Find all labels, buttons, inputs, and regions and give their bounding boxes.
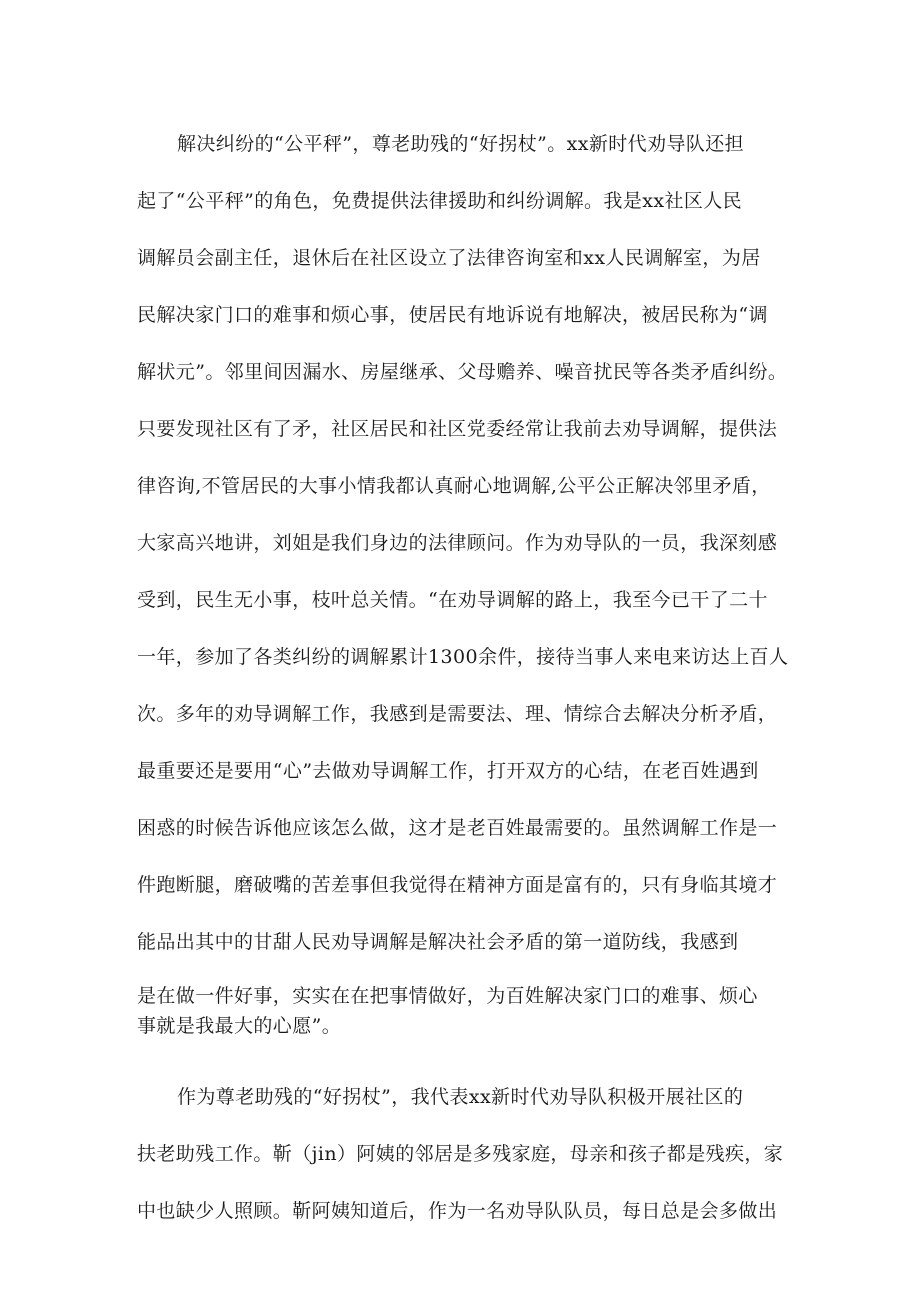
text-line: 扶老助残工作。靳（jin）阿姨的邻居是多残家庭，母亲和孩子都是残疾，家 — [137, 1143, 784, 1165]
text-line: 受到，民生无小事，枝叶总关情。“在劝导调解的路上，我至今已干了二十 — [137, 589, 768, 611]
text-line: 事就是我最大的心愿”。 — [137, 1015, 342, 1037]
text-line: 困惑的时候告诉他应该怎么做，这才是老百姓最需要的。虽然调解工作是一 — [137, 817, 778, 839]
text-line: 次。多年的劝导调解工作，我感到是需要法、理、情综合去解决分析矛盾， — [137, 703, 778, 725]
text-line: 民解决家门口的难事和烦心事，使居民有地诉说有地解决，被居民称为“调 — [137, 304, 768, 326]
text-line: 是在做一件好事，实实在在把事情做好，为百姓解决家门口的难事、烦心 — [137, 985, 758, 1007]
text-line: 解决纠纷的“公平秤”，尊老助残的“好拐杖”。xx新时代劝导队还担 — [177, 133, 745, 155]
text-line: 律咨询,不管居民的大事小情我都认真耐心地调解,公平公正解决邻里矛盾， — [137, 475, 771, 497]
text-line: 起了“公平秤”的角色，免费提供法律援助和纠纷调解。我是xx社区人民 — [137, 190, 743, 212]
text-line: 调解员会副主任，退休后在社区设立了法律咨询室和xx人民调解室，为居 — [137, 247, 761, 269]
text-line: 只要发现社区有了矛，社区居民和社区党委经常让我前去劝导调解，提供法 — [137, 418, 778, 440]
text-line: 作为尊老助残的“好拐杖”，我代表xx新时代劝导队积极开展社区的 — [177, 1086, 744, 1108]
text-line: 最重要还是要用“心”去做劝导调解工作，打开双方的心结，在老百姓遇到 — [137, 760, 759, 782]
text-line: 解状元”。邻里间因漏水、房屋继承、父母赡养、噪音扰民等各类矛盾纠纷。 — [137, 361, 788, 383]
text-line: 一年，参加了各类纠纷的调解累计1300余件，接待当事人来电来访达上百人 — [137, 646, 789, 668]
text-line: 能品出其中的甘甜人民劝导调解是解决社会矛盾的第一道防线，我感到 — [137, 931, 739, 953]
text-line: 件跑断腿，磨破嘴的苦差事但我觉得在精神方面是富有的，只有身临其境才 — [137, 874, 778, 896]
text-line: 中也缺少人照顾。靳阿姨知道后，作为一名劝导队队员，每日总是会多做出 — [137, 1200, 778, 1222]
text-line: 大家高兴地讲，刘姐是我们身边的法律顾问。作为劝导队的一员，我深刻感 — [137, 532, 778, 554]
